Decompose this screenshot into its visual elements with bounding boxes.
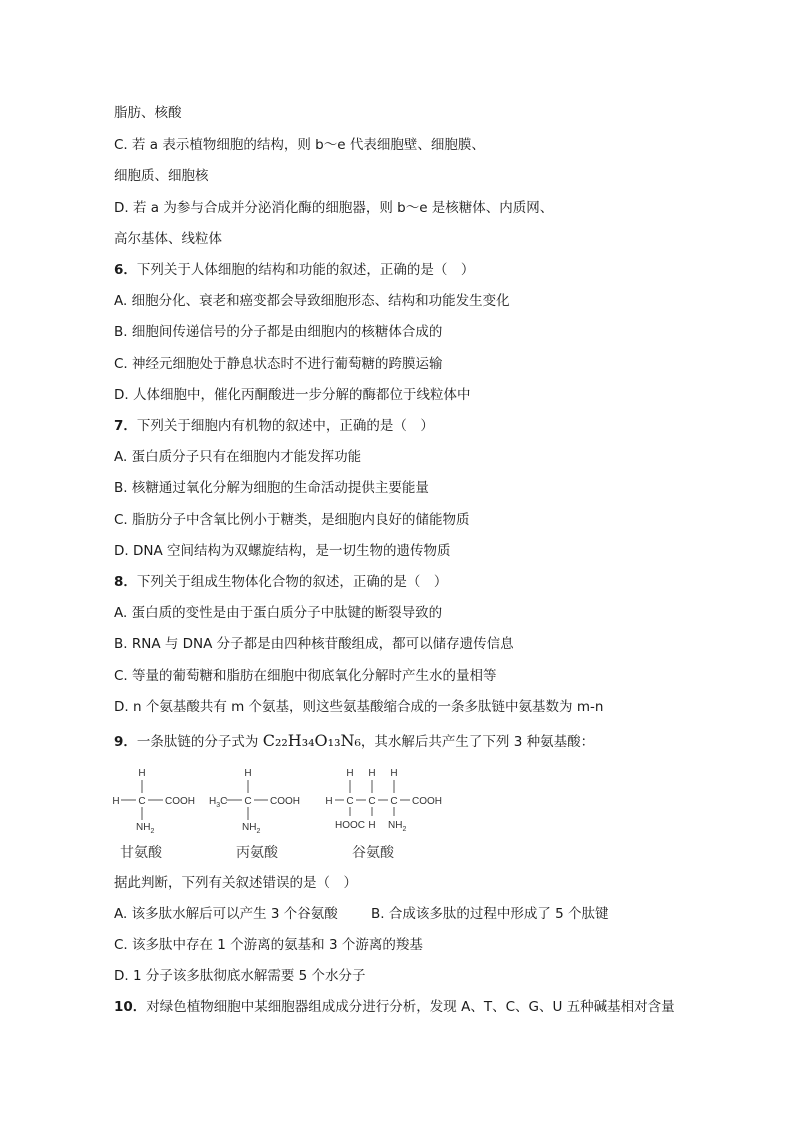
molecule-name-glutamic-acid: 谷氨酸 xyxy=(352,845,394,861)
question-6-option-b: B. 细胞间传递信号的分子都是由细胞内的核糖体合成的 xyxy=(114,324,443,340)
question-9-option-a: A. 该多肽水解后可以产生 3 个谷氨酸 xyxy=(114,906,338,922)
atom-label: H xyxy=(368,820,376,831)
text-line: 脂肪、核酸 xyxy=(114,105,182,121)
amino-group xyxy=(242,822,260,835)
question-number: 7． xyxy=(114,418,137,434)
question-6-option-a: A. 细胞分化、衰老和癌变都会导致细胞形态、结构和功能发生变化 xyxy=(114,293,510,309)
question-8-option-b: B. RNA 与 DNA 分子都是由四种核苷酸组成，都可以储存遗传信息 xyxy=(114,636,514,652)
question-text: 下列关于人体细胞的结构和功能的叙述，正确的是（ ） xyxy=(136,262,475,278)
atom-label: H xyxy=(112,796,120,807)
question-8-option-d: D. n 个氨基酸共有 m 个氨基，则这些氨基酸缩合成的一条多肽链中氨基数为 m-n xyxy=(114,699,604,715)
question-text: ，其水解后共产生了下列 3 种氨基酸： xyxy=(360,734,595,750)
atom-label: H xyxy=(244,768,252,779)
atom-label: NH xyxy=(136,822,151,833)
atom-label: NH xyxy=(242,822,257,833)
question-text: 下列关于组成生物体化合物的叙述，正确的是（ ） xyxy=(136,574,448,590)
question-text: 下列关于细胞内有机物的叙述中，正确的是（ ） xyxy=(136,418,434,434)
atom-label: C xyxy=(390,796,398,807)
atom-label: NH xyxy=(388,820,403,831)
option-d: D. 若 a 为参与合成并分泌消化酶的细胞器，则 b～e 是核糖体、内质网、 xyxy=(114,200,554,216)
question-9-option-c: C. 该多肽中存在 1 个游离的氨基和 3 个游离的羧基 xyxy=(114,937,423,953)
question-9-option-b: B. 合成该多肽的过程中形成了 5 个肽键 xyxy=(371,906,609,922)
amino-group xyxy=(136,822,154,835)
question-7-stem xyxy=(114,417,434,435)
atom-label: H xyxy=(390,768,398,779)
question-9-stem xyxy=(114,732,594,751)
amino-group xyxy=(388,820,406,833)
question-9-option-d: D. 1 分子该多肽彻底水解需要 5 个水分子 xyxy=(114,968,366,984)
carboxyl-group: COOH xyxy=(270,796,300,807)
question-7-option-a: A. 蛋白质分子只有在细胞内才能发挥功能 xyxy=(114,449,362,465)
molecule-name-glycine: 甘氨酸 xyxy=(120,845,162,861)
atom-label: C xyxy=(220,796,228,807)
subscript: 2 xyxy=(402,826,407,833)
question-9-follow: 据此判断，下列有关叙述错误的是（ ） xyxy=(114,875,357,891)
question-7-option-d: D. DNA 空间结构为双螺旋结构，是一切生物的遗传物质 xyxy=(114,543,451,559)
question-8-stem xyxy=(114,573,447,591)
atom-label: H xyxy=(209,796,217,807)
carboxyl-group: HOOC xyxy=(335,820,365,831)
question-number: 6． xyxy=(114,262,137,278)
question-number: 10． xyxy=(114,999,147,1015)
carboxyl-group: COOH xyxy=(165,796,195,807)
text-line: 细胞质、细胞核 xyxy=(114,168,209,184)
question-text: 对绿色植物细胞中某细胞器组成成分进行分析，发现 A、T、C、G、U 五种碱基相对含量 xyxy=(146,999,675,1015)
subscript: 2 xyxy=(256,828,261,835)
atom-label: C xyxy=(346,796,354,807)
question-number: 8． xyxy=(114,574,137,590)
atom-label: C xyxy=(138,796,146,807)
question-number: 9． xyxy=(114,734,137,750)
question-text: 一条肽链的分子式为 xyxy=(136,734,259,750)
question-7-option-b: B. 核糖通过氧化分解为细胞的生命活动提供主要能量 xyxy=(114,480,429,496)
text-line: 高尔基体、线粒体 xyxy=(114,231,222,247)
atom-label: C xyxy=(368,796,376,807)
molecule-name-alanine: 丙氨酸 xyxy=(236,845,278,861)
methyl-group xyxy=(209,796,227,809)
question-6-option-c: C. 神经元细胞处于静息状态时不进行葡萄糖的跨膜运输 xyxy=(114,356,443,372)
option-c: C. 若 a 表示植物细胞的结构，则 b～e 代表细胞壁、细胞膜、 xyxy=(114,137,485,153)
atom-label: H xyxy=(325,796,333,807)
carboxyl-group: COOH xyxy=(412,796,442,807)
question-8-option-a: A. 蛋白质的变性是由于蛋白质分子中肽键的断裂导致的 xyxy=(114,605,443,621)
subscript: 2 xyxy=(150,828,155,835)
atom-label: H xyxy=(368,768,376,779)
question-8-option-c: C. 等量的葡萄糖和脂肪在细胞中彻底氧化分解时产生水的量相等 xyxy=(114,668,497,684)
question-6-option-d: D. 人体细胞中，催化丙酮酸进一步分解的酶都位于线粒体中 xyxy=(114,387,471,403)
question-7-option-c: C. 脂肪分子中含氧比例小于糖类，是细胞内良好的储能物质 xyxy=(114,512,470,528)
subscript: 3 xyxy=(216,802,221,809)
atom-label: H xyxy=(138,768,146,779)
atom-label: C xyxy=(244,796,252,807)
amino-acid-structures xyxy=(108,764,448,836)
question-6-stem xyxy=(114,261,474,279)
atom-label: H xyxy=(346,768,354,779)
molecular-formula: C₂₂H₃₄O₁₃N₆ xyxy=(262,731,361,750)
question-10-stem xyxy=(114,998,675,1016)
